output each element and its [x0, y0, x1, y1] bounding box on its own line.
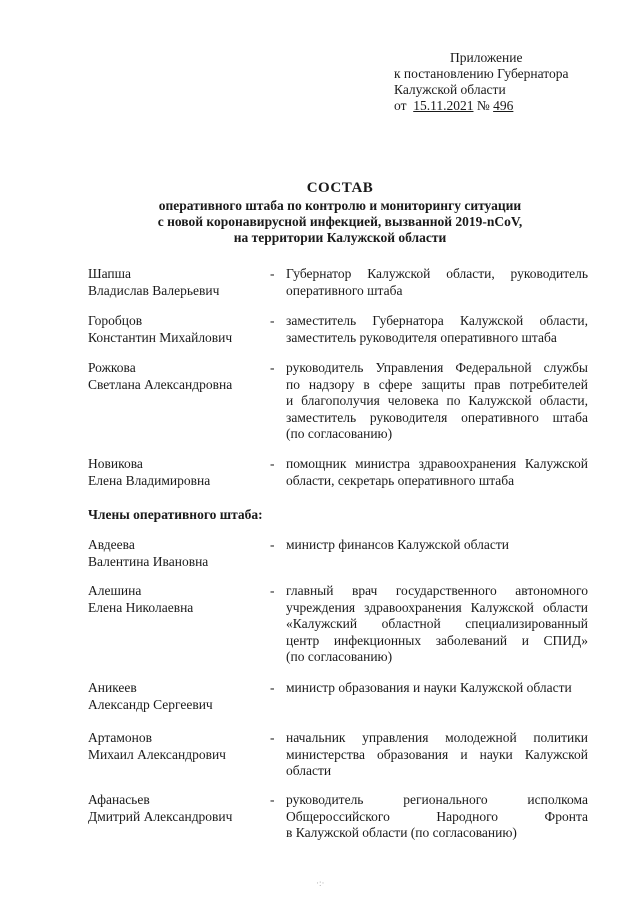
member-surname: Горобцов	[88, 313, 143, 328]
member-role-line: руководитель регионального исполкома	[286, 792, 588, 807]
member-role-line: министр образования и науки Калужской области	[286, 680, 572, 695]
member-role-line: области, секретарь оперативного штаба	[286, 472, 515, 488]
member-dash: -	[270, 456, 275, 471]
member-role-line: министр финансов Калужской области	[286, 537, 509, 552]
member-given-names: Елена Николаевна	[88, 599, 194, 615]
member-surname: Шапша	[88, 266, 132, 281]
member-surname: Артамонов	[88, 730, 153, 745]
member-dash: -	[270, 792, 275, 807]
member-role-line: заместитель руководителя оперативного штаба	[286, 329, 557, 345]
member-role-line: в Калужской области (по согласованию)	[286, 825, 517, 840]
member-name	[88, 537, 268, 570]
member-role	[286, 456, 588, 489]
member-given-names: Александр Сергеевич	[88, 696, 213, 712]
member-surname: Алешина	[88, 583, 142, 598]
member-surname: Рожкова	[88, 360, 136, 375]
title-line-1: оперативного штаба по контролю и мониторингу ситуации	[158, 198, 522, 213]
member-dash: -	[270, 680, 275, 695]
appendix-date-line	[394, 98, 568, 114]
appendix-resolution: к постановлению Губернатора	[394, 66, 569, 81]
member-role-line: учреждения здравоохранения Калужской области	[286, 599, 588, 615]
member-surname: Афанасьев	[88, 792, 150, 807]
member-role-line: заместитель руководителя оперативного штаба	[286, 409, 588, 425]
member-role	[286, 313, 588, 346]
member-role-line: начальник управления молодежной политики	[286, 730, 588, 745]
member-role	[286, 360, 588, 443]
member-role-line: по надзору в сфере защиты прав потребителей	[286, 376, 588, 392]
member-role	[286, 680, 588, 697]
member-name	[88, 792, 268, 825]
member-dash: -	[270, 313, 275, 328]
member-name	[88, 360, 268, 393]
document-title	[90, 180, 590, 246]
member-role	[286, 583, 588, 666]
member-given-names: Константин Михайлович	[88, 329, 233, 345]
member-dash: -	[270, 583, 275, 598]
member-given-names: Светлана Александровна	[88, 376, 233, 392]
member-name	[88, 456, 268, 489]
member-surname: Аникеев	[88, 680, 137, 695]
member-role-line: помощник министра здравоохранения Калужской	[286, 456, 588, 471]
member-role-line: «Калужский областной специализированный	[286, 616, 588, 631]
member-dash: -	[270, 537, 275, 552]
appendix-date-prefix: от	[394, 98, 407, 113]
member-name	[88, 313, 268, 346]
member-given-names: Дмитрий Александрович	[88, 808, 233, 824]
member-name	[88, 680, 268, 713]
appendix-region: Калужской области	[394, 82, 506, 97]
member-role-line: (по согласованию)	[286, 426, 393, 441]
member-role-line: главный врач государственного автономного	[286, 583, 588, 598]
member-given-names: Михаил Александрович	[88, 746, 226, 762]
member-role-line: области	[286, 763, 332, 778]
member-role-line: центр инфекционных заболеваний и СПИД»	[286, 632, 588, 648]
member-role-line: заместитель Губернатора Калужской области,	[286, 313, 588, 328]
member-role-line: и благополучия человека по Калужской области,	[286, 393, 588, 408]
title-main: СОСТАВ	[306, 180, 374, 196]
member-name	[88, 266, 268, 299]
member-role	[286, 266, 588, 299]
member-dash: -	[270, 730, 275, 745]
member-name	[88, 730, 268, 763]
member-given-names: Валентина Ивановна	[88, 553, 209, 569]
member-surname: Новикова	[88, 456, 143, 471]
member-given-names: Владислав Валерьевич	[88, 282, 220, 298]
member-role-line: Общероссийского Народного Фронта	[286, 808, 588, 824]
member-role-line: министерства образования и науки Калужской	[286, 746, 588, 762]
appendix-header	[394, 50, 568, 114]
member-role-line: руководитель Управления Федеральной службы	[286, 360, 588, 375]
member-role-line: оперативного штаба	[286, 282, 403, 298]
appendix-label: Приложение	[450, 50, 523, 65]
title-line-2: с новой коронавирусной инфекцией, вызванной 2019-nCoV,	[157, 214, 523, 229]
member-role	[286, 792, 588, 842]
member-surname: Авдеева	[88, 537, 135, 552]
title-line-3: на территории Калужской области	[233, 230, 447, 245]
member-role	[286, 537, 588, 554]
member-dash: -	[270, 360, 275, 375]
member-role-line: Губернатор Калужской области, руководитель	[286, 266, 588, 281]
appendix-number-sign: №	[476, 98, 490, 113]
footer-mark: ·:·	[316, 878, 325, 888]
member-dash: -	[270, 266, 275, 281]
member-role-line: (по согласованию)	[286, 649, 393, 664]
members-heading: Члены оперативного штаба:	[88, 507, 263, 522]
member-given-names: Елена Владимировна	[88, 472, 211, 488]
appendix-number: 496	[493, 98, 514, 113]
member-role	[286, 730, 588, 780]
member-name	[88, 583, 268, 616]
appendix-date: 15.11.2021	[413, 98, 474, 113]
